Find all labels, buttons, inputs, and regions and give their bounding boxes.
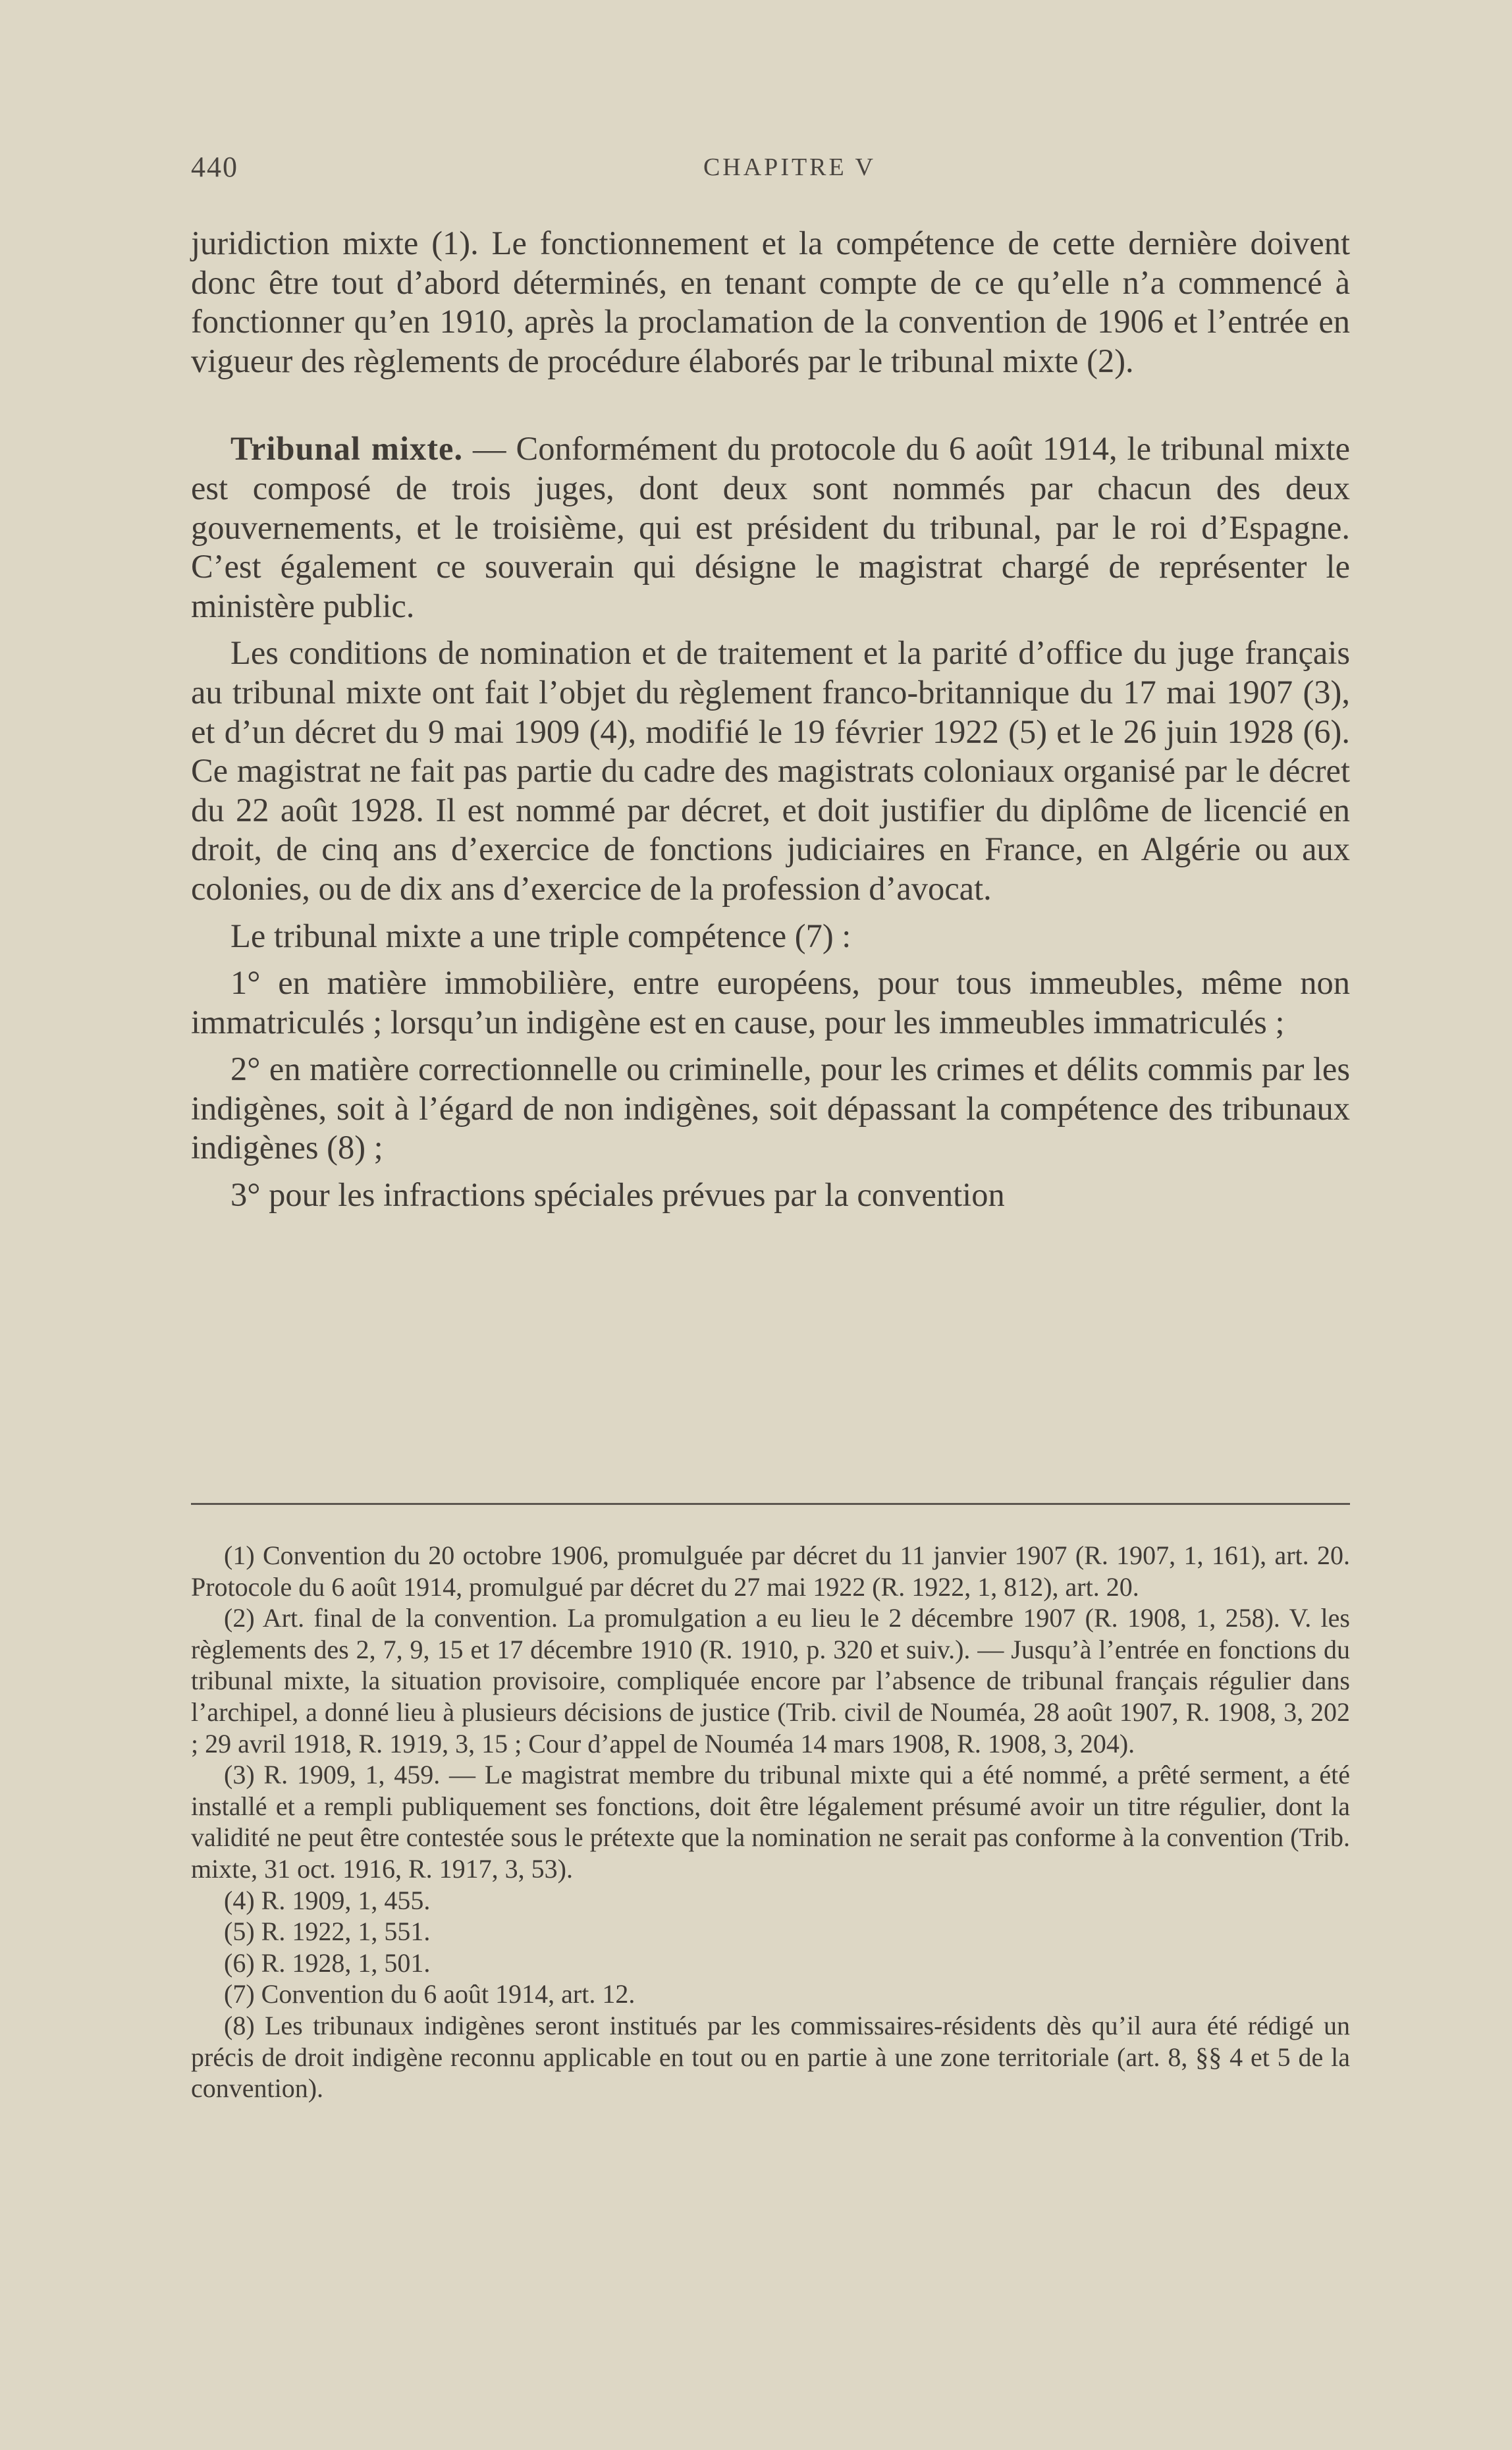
list-item-3: 3° pour les infractions spéciales prévues par la convention [230, 1176, 1005, 1214]
paragraph-3: Les conditions de nomination et de traitement et la parité d’office du juge français au tribunal mixte ont fait l’objet du règlement franco-britannique du 17 mai 1907 (3), et d’un décret du 9 mai 1909 (4), modifié le 19 février 1922 (5) et le 26 juin 1928 (6). Ce magistrat ne fait pas partie du cadre des magistrats coloniaux organisé par le décret du 22 août 1928. Il est nommé par décret, et doit justifier du diplôme de licencié en droit, de cinq ans d’exercice de fonctions judiciaires en France, en Algérie ou aux colonies, ou de dix ans d’exercice de la profession d’avocat. [191, 634, 1350, 907]
footnote-2: (2) Art. final de la convention. La promulgation a eu lieu le 2 décembre 1907 (R. 1908, 1, 258). V. les règlements des 2, 7, 9, 15 et 17 décembre 1910 (R. 1910, p. 320 et suiv.). — Jusqu’à l’entrée en fonctions du tribunal mixte, la situation provisoire, compliquée encore par l’absence de tribunal français régulier dans l’archipel, a donné lieu à plusieurs décisions de justice (Trib. civil de Nouméa, 28 août 1907, R. 1908, 3, 202 ; 29 avril 1918, R. 1919, 3, 15 ; Cour d’appel de Nouméa 14 mars 1908, R. 1908, 3, 204). [191, 1603, 1350, 1758]
footnote-1: (1) Convention du 20 octobre 1906, promulguée par décret du 11 janvier 1907 (R. 1907, 1, 161), art. 20. Protocole du 6 août 1914, promulgué par décret du 27 mai 1922 (R. 1922, 1, 812), art. 20. [191, 1540, 1350, 1602]
list-item-2: 2° en matière correctionnelle ou criminelle, pour les crimes et délits commis par les indigènes, soit à l’égard de non indigènes, soit dépassant la compétence des tribunaux indigènes (8) ; [191, 1050, 1350, 1166]
page-number: 440 [191, 151, 238, 183]
main-text [191, 224, 1350, 1215]
paragraph-tribunal-mixte [191, 429, 1350, 626]
running-head: CHAPITRE V [703, 153, 876, 181]
paragraph-2-text: — Conformément du protocole du 6 août 1914, le tribunal mixte est composé de trois juges, dont deux sont nommés par chacun des deux gouvernements, et le troisième, qui est président du tribunal, par le roi d’Espagne. C’est également ce souverain qui désigne le magistrat chargé de représenter le ministère public. [191, 430, 1350, 624]
footnote-4: (4) R. 1909, 1, 455. [224, 1885, 431, 1915]
paragraph-4: Le tribunal mixte a une triple compétence (7) : [230, 917, 851, 954]
footnote-8: (8) Les tribunaux indigènes seront institués par les commissaires-résidents dès qu’il aura été rédigé un précis de droit indigène reconnu applicable en tout ou en partie à une zone territoriale (art. 8, §§ 4 et 5 de la convention). [191, 2010, 1350, 2104]
footnote-3: (3) R. 1909, 1, 459. — Le magistrat membre du tribunal mixte qui a été nommé, a prêté serment, a été installé et a rempli publiquement ses fonctions, doit être légalement présumé avoir un titre régulier, dont la validité ne peut être contestée sous le prétexte que la nomination ne serait pas conforme à la convention (Trib. mixte, 31 oct. 1916, R. 1917, 3, 53). [191, 1760, 1350, 1884]
footnote-rule [191, 1503, 1350, 1505]
paragraph-1: juridiction mixte (1). Le fonctionnement et la compétence de cette dernière doivent donc être tout d’abord déterminés, en tenant compte de ce qu’elle n’a commencé à fonctionner qu’en 1910, après la proclamation de la convention de 1906 et l’entrée en vigueur des règlements de procédure élaborés par le tribunal mixte (2). [191, 225, 1350, 379]
footnote-5: (5) R. 1922, 1, 551. [224, 1917, 431, 1947]
footnote-6: (6) R. 1928, 1, 501. [224, 1947, 431, 1978]
footnote-7: (7) Convention du 6 août 1914, art. 12. [224, 1979, 635, 2009]
section-heading: Tribunal mixte. [230, 430, 464, 468]
list-item-1: 1° en matière immobilière, entre européens, pour tous immeubles, même non immatriculés ; lorsqu’un indigène est en cause, pour les immeubles immatriculés ; [191, 964, 1350, 1041]
footnotes [191, 1540, 1350, 2104]
page-header [191, 150, 1350, 190]
